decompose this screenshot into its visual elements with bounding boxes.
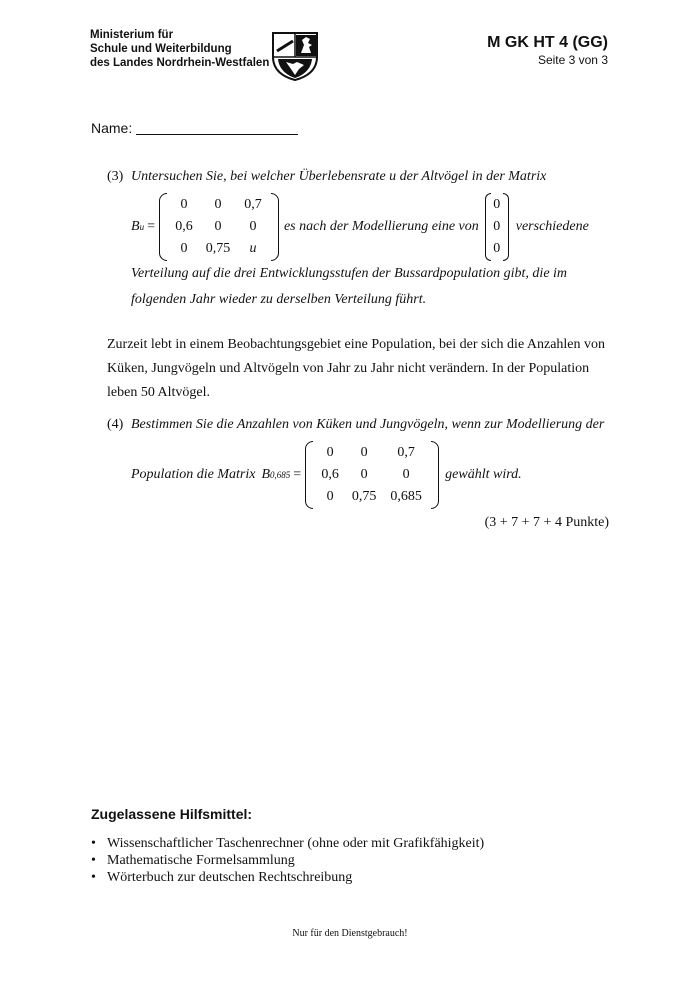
matrix-cell: 0,6 (175, 219, 193, 234)
name-label: Name: (91, 120, 133, 136)
task4-line1: Bestimmen Sie die Anzahlen von Küken und Jungvögeln, wenn zur Modellierung der (131, 417, 605, 432)
matrix-cell: 0,75 (351, 489, 377, 504)
task4-prefix: Population die Matrix (131, 467, 256, 482)
matrix-symbol-b: B (131, 219, 140, 234)
list-item: • Wörterbuch zur deutschen Rechtschreibung (91, 870, 353, 885)
task3-middle-text: es nach der Modellierung eine von (283, 219, 479, 234)
task4-formula (131, 441, 522, 509)
ministry-name (90, 28, 269, 70)
matrix-cell: u (249, 241, 257, 256)
matrix-subscript: 0,685 (270, 470, 291, 480)
matrix-cell: 0,7 (244, 197, 262, 212)
vector-cell: 0 (493, 219, 501, 234)
task4-suffix: gewählt wird. (445, 467, 522, 482)
matrix-cell: 0 (214, 197, 222, 212)
matrix-cell: 0 (326, 489, 334, 504)
matrix-cell: 0,685 (390, 489, 422, 504)
matrix-cell: 0 (402, 467, 410, 482)
aid-item: Wissenschaftlicher Taschenrechner (ohne oder mit Grafikfähigkeit) (107, 836, 485, 851)
matrix-b-0685 (305, 441, 439, 509)
exam-code: M GK HT 4 (GG) (487, 34, 608, 51)
matrix-cell: 0 (214, 219, 222, 234)
page-number: Seite 3 von 3 (537, 53, 608, 67)
matrix-cell: 0 (180, 197, 188, 212)
intro-line: Zurzeit lebt in einem Beobachtungsgebiet eine Population, bei der sich die Anzahlen von (107, 337, 606, 352)
matrix-cell: 0 (180, 241, 188, 256)
matrix-cell: 0 (360, 445, 368, 460)
task3-after-vector: verschiedene (515, 219, 589, 234)
matrix-b-u (159, 193, 279, 261)
name-field (91, 120, 298, 136)
equals-sign: = (147, 219, 155, 234)
matrix-cell: 0,75 (205, 241, 231, 256)
intro-line: leben 50 Altvögel. (107, 385, 211, 400)
matrix-subscript: u (139, 222, 145, 232)
aids-list (91, 835, 484, 886)
vector-cell: 0 (493, 241, 501, 256)
task3-line1: Untersuchen Sie, bei welcher Überlebensrate u der Altvögel in der Matrix (131, 169, 547, 184)
matrix-cell: 0,6 (321, 467, 339, 482)
aid-item: Wörterbuch zur deutschen Rechtschreibung (107, 870, 353, 885)
list-item: • Mathematische Formelsammlung (91, 853, 295, 868)
ministry-line: Schule und Weiterbildung (90, 43, 232, 55)
nrw-coat-of-arms-icon (271, 31, 319, 81)
footer-note: Nur für den Dienstgebrauch! (292, 928, 408, 939)
equals-sign: = (293, 467, 302, 482)
matrix-cell: 0 (360, 467, 368, 482)
ministry-line: des Landes Nordrhein-Westfalen (90, 57, 270, 69)
task3-line3: Verteilung auf die drei Entwicklungsstufen der Bussardpopulation gibt, die im (131, 266, 568, 281)
list-item: • Wissenschaftlicher Taschenrechner (ohne oder mit Grafikfähigkeit) (91, 836, 485, 851)
task3-formula (131, 193, 589, 261)
ministry-line: Ministerium für (90, 29, 174, 41)
task3-number: (3) (107, 169, 124, 184)
task3-line4: folgenden Jahr wieder zu derselben Verteilung führt. (131, 292, 427, 307)
matrix-cell: 0 (326, 445, 334, 460)
matrix-symbol-b: B (261, 467, 270, 482)
aid-item: Mathematische Formelsammlung (107, 853, 295, 868)
intro-line: Küken, Jungvögeln und Altvögeln von Jahr zu Jahr nicht verändern. In der Population (107, 361, 590, 376)
aids-heading: Zugelassene Hilfsmittel: (91, 806, 253, 822)
name-input-line[interactable] (136, 120, 298, 135)
zero-vector (485, 193, 509, 261)
vector-cell: 0 (493, 197, 501, 212)
points-summary: (3 + 7 + 7 + 4 Punkte) (484, 515, 609, 530)
matrix-cell: 0,7 (397, 445, 415, 460)
task4-number: (4) (107, 417, 124, 432)
matrix-cell: 0 (249, 219, 257, 234)
